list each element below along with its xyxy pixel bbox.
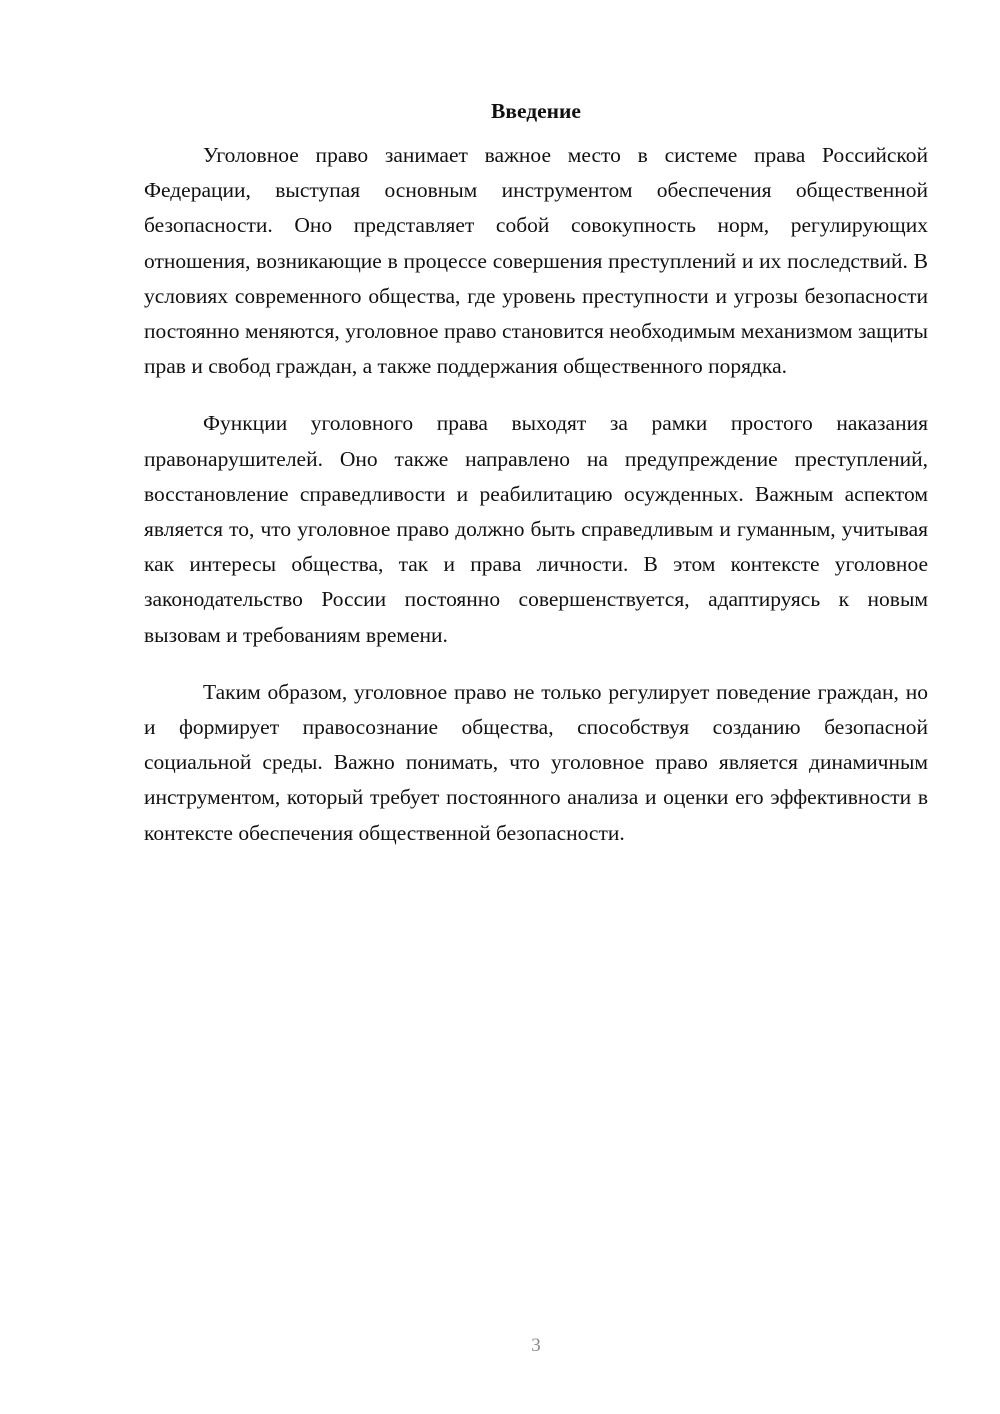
page-number: 3 — [531, 1335, 541, 1356]
paragraph-2: Функции уголовного права выходят за рамки простого наказания правонарушителей. Оно также направлено на предупреждение преступлений, восстановление справедливости и реабилитацию осужденных. Важным аспектом является то, что уголовное право должно быть справедливым и гуманным, учитывая как интересы общества, так и права личности. В этом контексте уголовное законодательство России постоянно совершенствуется, адаптируясь к новым вызовам и требованиям времени. — [144, 411, 928, 647]
section-heading: Введение — [491, 99, 581, 123]
document-body — [144, 96, 928, 873]
paragraph-1: Уголовное право занимает важное место в системе права Российской Федерации, выступая основным инструментом обеспечения общественной безопасности. Оно представляет собой совокупность норм, регулирующих отношения, возникающие в процессе совершения преступлений и их последствий. В условиях современного общества, где уровень преступности и угрозы безопасности постоянно меняются, уголовное право становится необходимым механизмом защиты прав и свобод граждан, а также поддержания общественного порядка. — [144, 143, 928, 379]
paragraph-3: Таким образом, уголовное право не только регулирует поведение граждан, но и формирует правосознание общества, способствуя созданию безопасной социальной среды. Важно понимать, что уголовное право является динамичным инструментом, который требует постоянного анализа и оценки его эффективности в контексте обеспечения общественной безопасности. — [144, 679, 928, 845]
